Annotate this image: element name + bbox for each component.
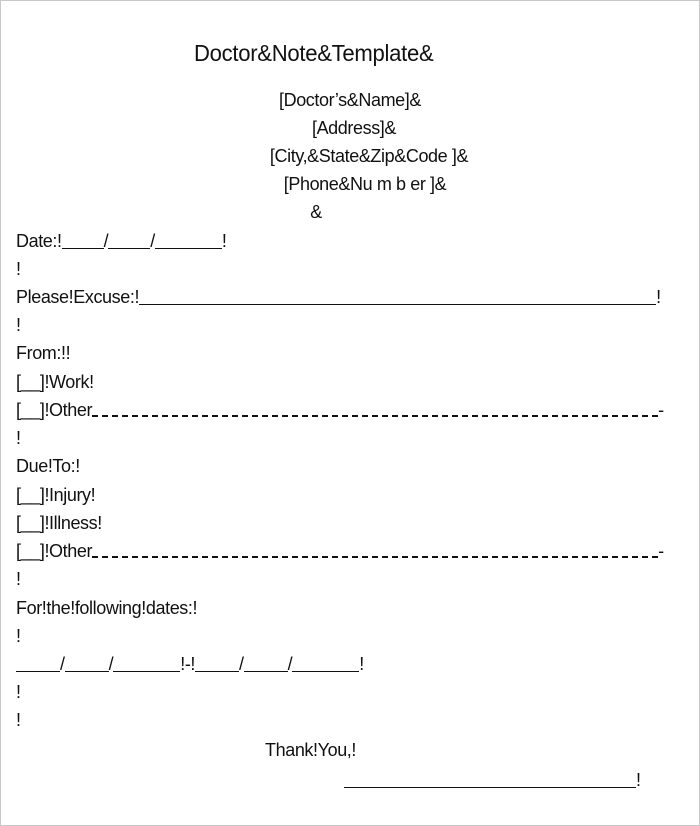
from-other-option[interactable] (16, 399, 664, 421)
date-separator: / (60, 654, 65, 674)
date-end: ! (221, 231, 227, 251)
option-label: !Other (44, 400, 93, 420)
excuse-name-blank[interactable] (139, 288, 656, 305)
checkbox[interactable]: [__] (16, 513, 45, 533)
document-title: Doctor&Note&Template& (194, 40, 434, 66)
excuse-label: Please!Excuse:! (16, 287, 140, 307)
dash-end: - (658, 400, 664, 420)
blank-line: ! (16, 315, 21, 335)
date-separator: / (108, 654, 114, 674)
checkbox[interactable]: [__] (16, 400, 45, 420)
date-separator: / (287, 654, 293, 674)
date-month-blank[interactable] (62, 232, 104, 249)
spacer-text: & (310, 202, 322, 222)
date-field[interactable] (16, 230, 226, 252)
date-separator: / (103, 231, 109, 251)
phone-number: [Phone&Nu m b er ]& (283, 174, 447, 194)
blank-line: ! (16, 710, 21, 730)
blank-line: ! (16, 626, 21, 646)
start-day-blank[interactable] (65, 655, 109, 672)
other-dashed-blank[interactable] (92, 556, 658, 558)
city-state-zip: [City,&State&Zip&Code ]& (269, 146, 469, 166)
signature-field[interactable] (344, 769, 641, 791)
signature-end: ! (636, 770, 641, 790)
date-range-field[interactable] (16, 653, 364, 675)
dates-label: For!the!following!dates:! (16, 598, 198, 618)
due-injury-option[interactable] (16, 484, 95, 506)
end-month-blank[interactable] (195, 655, 239, 672)
checkbox[interactable]: [__] (16, 485, 45, 505)
checkbox[interactable]: [__] (16, 541, 45, 561)
option-label: !Injury! (44, 485, 96, 505)
date-label: Date:! (16, 231, 62, 251)
date-separator: / (150, 231, 155, 251)
date-range-end: ! (359, 654, 364, 674)
excuse-field[interactable] (16, 286, 661, 308)
address: [Address]& (311, 118, 397, 138)
option-label: !Illness! (44, 513, 102, 533)
from-work-option[interactable] (16, 371, 94, 393)
blank-line: ! (16, 569, 21, 589)
due-illness-option[interactable] (16, 512, 102, 534)
option-label: !Work! (44, 372, 94, 392)
date-day-blank[interactable] (108, 232, 150, 249)
blank-line: ! (16, 682, 21, 702)
start-month-blank[interactable] (16, 655, 60, 672)
end-day-blank[interactable] (244, 655, 288, 672)
dash-end: - (658, 541, 664, 561)
blank-line: ! (16, 259, 21, 279)
blank-line: ! (16, 428, 21, 448)
range-separator: !-! (180, 654, 196, 674)
closing-text: Thank!You,! (265, 740, 357, 760)
date-separator: / (239, 654, 244, 674)
start-year-blank[interactable] (113, 655, 180, 672)
due-other-option[interactable] (16, 540, 664, 562)
option-label: !Other (44, 541, 93, 561)
due-to-label: Due!To:! (16, 456, 80, 476)
from-label: From:!! (16, 343, 71, 363)
excuse-end: ! (656, 287, 661, 307)
checkbox[interactable]: [__] (16, 372, 45, 392)
other-dashed-blank[interactable] (92, 415, 658, 417)
doctor-name: [Doctor’s&Name]& (279, 90, 421, 110)
signature-blank[interactable] (344, 771, 636, 788)
end-year-blank[interactable] (292, 655, 359, 672)
date-year-blank[interactable] (155, 232, 222, 249)
